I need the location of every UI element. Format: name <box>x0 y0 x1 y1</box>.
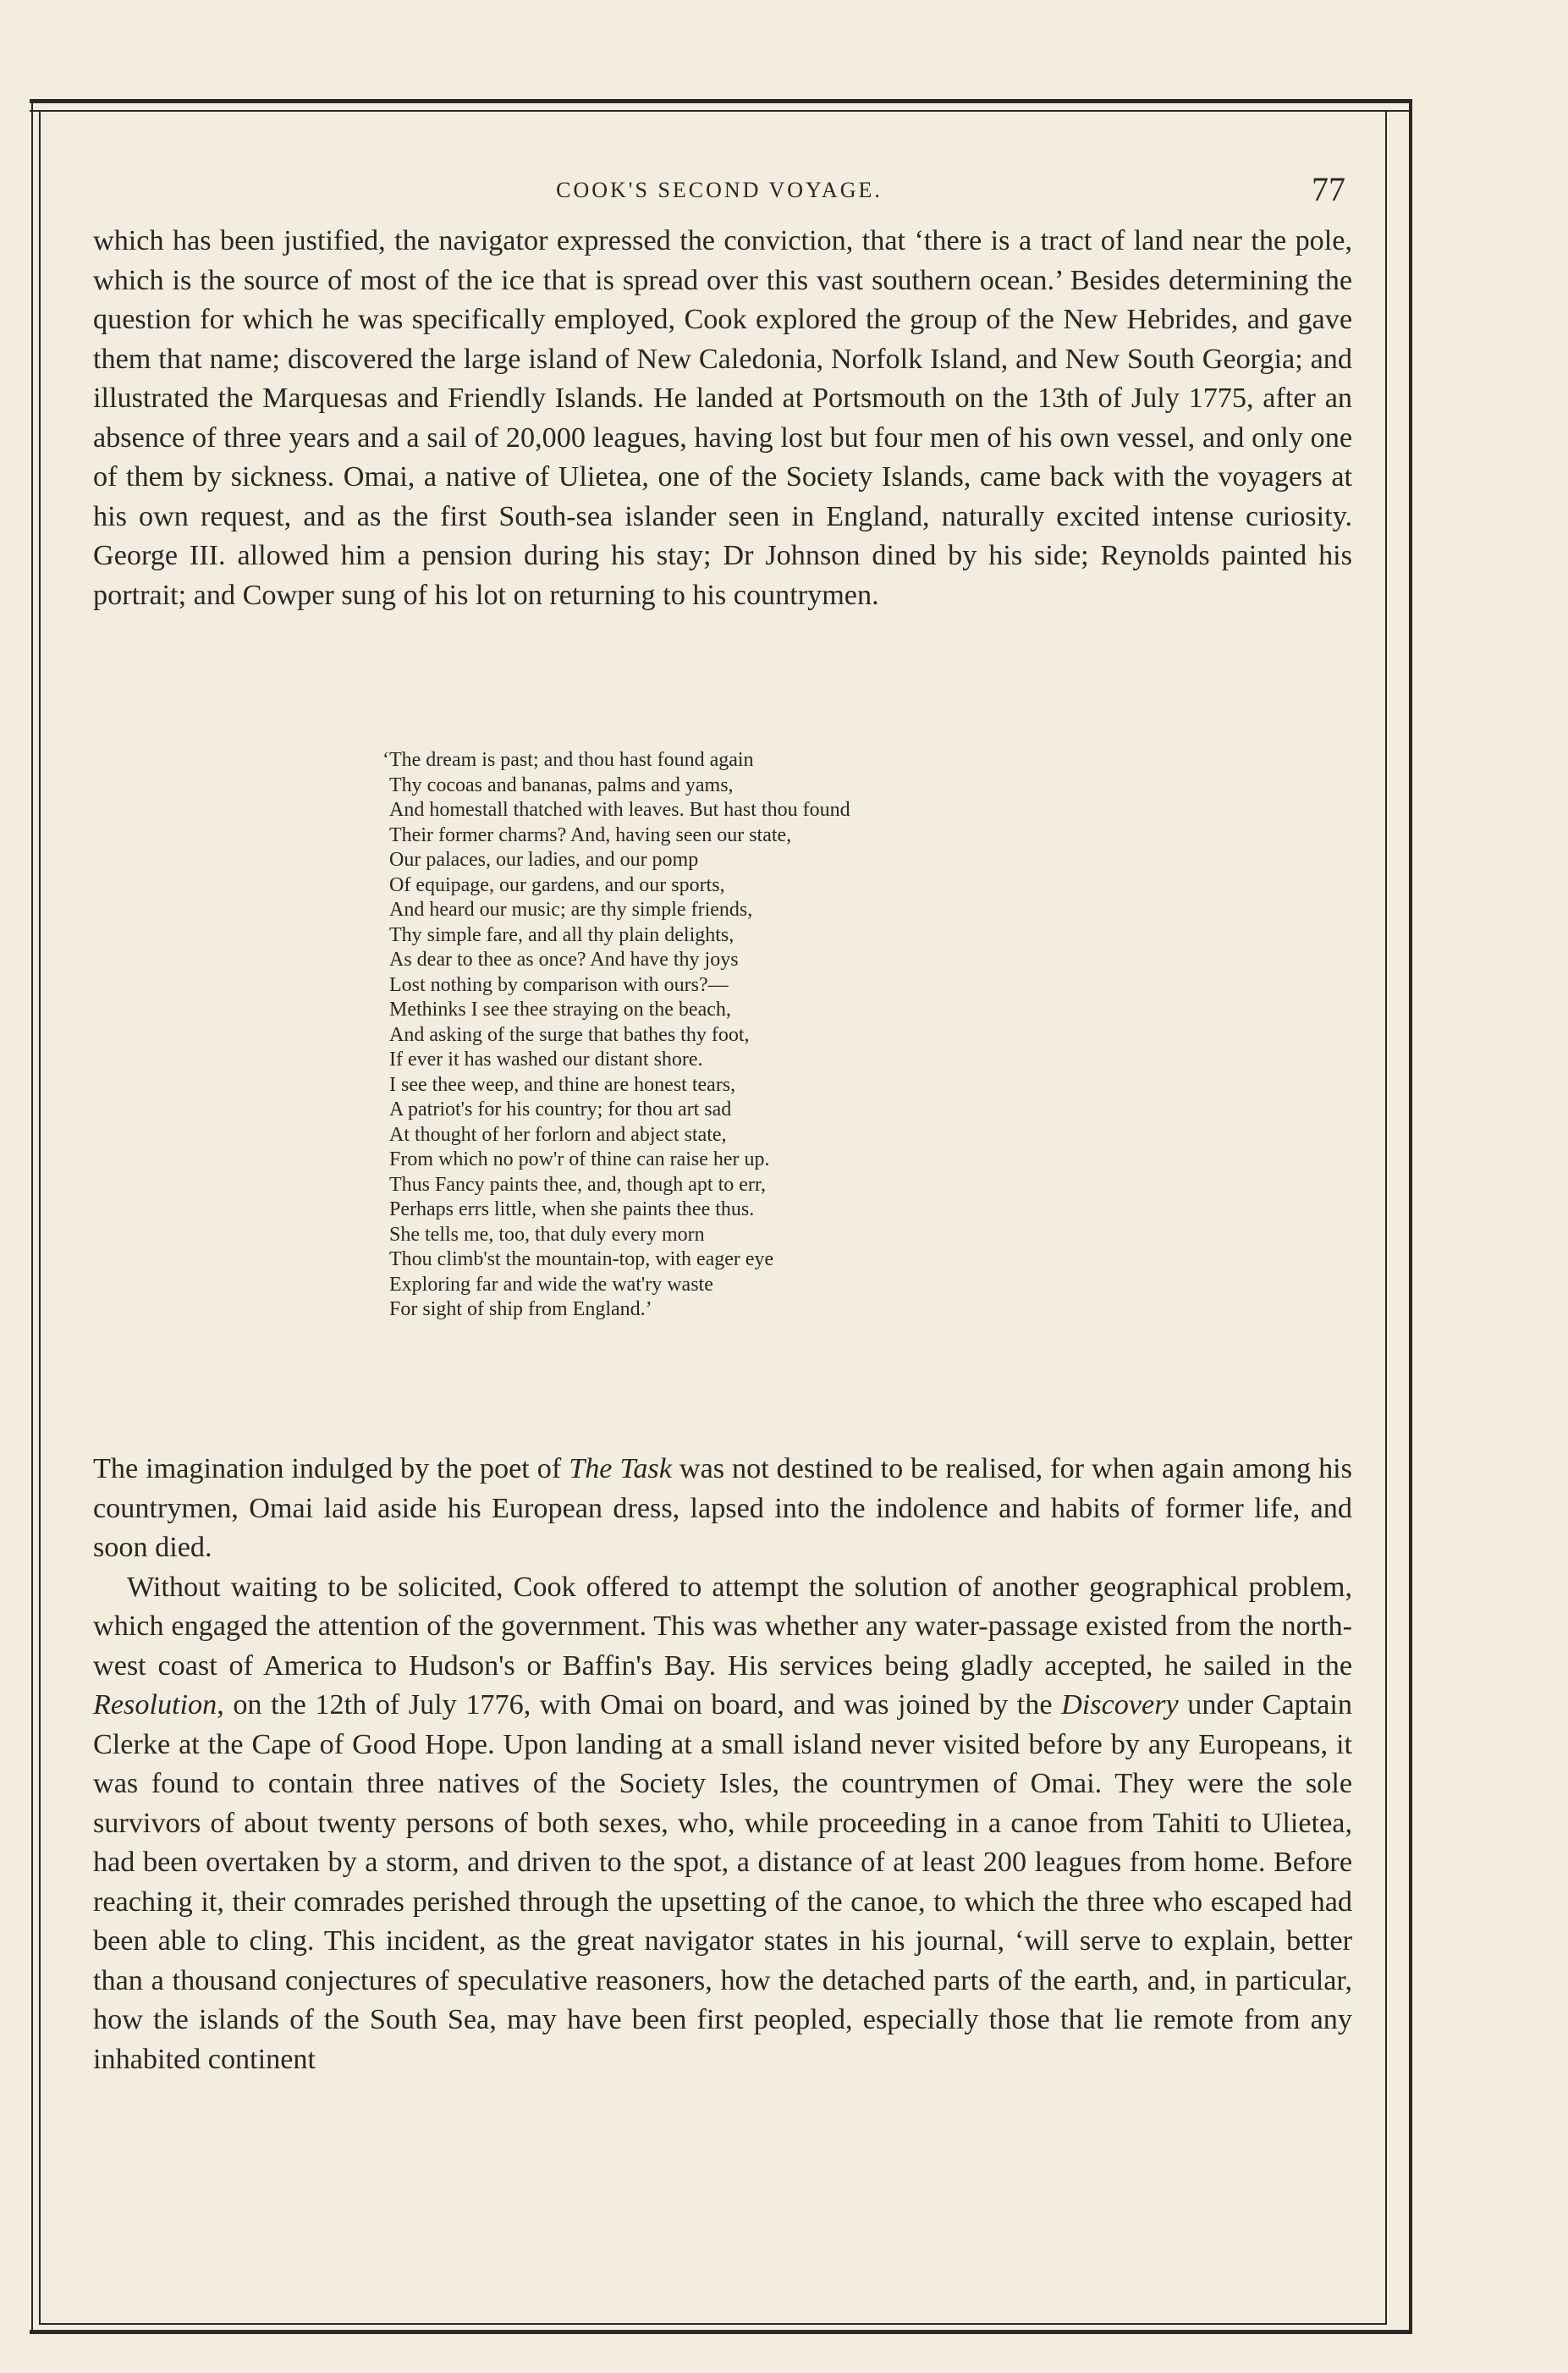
ship-name-discovery: Discovery <box>1061 1689 1179 1721</box>
page-header <box>93 169 1345 220</box>
frame-left-inner-rule <box>39 110 41 2324</box>
closing-paragraphs <box>93 1450 1352 2079</box>
poem-line: As dear to thee as once? And have thy joys <box>389 949 739 971</box>
text-run: The imagination indulged by the poet of <box>93 1453 569 1484</box>
poem-line: Their former charms? And, having seen our state, <box>389 823 792 846</box>
text-run: was not destined to be realised, for when again among his countrymen, Omai laid aside his European dress, lapsed into the indolence and habits of former life, and soon died. <box>93 1453 1352 1563</box>
poem-line: Lost nothing by comparison with ours?— <box>389 973 729 996</box>
cowper-poem-quotation <box>382 748 1151 1323</box>
frame-top-inner-rule <box>30 110 1411 112</box>
poem-line: A patriot's for his country; for thou art sad <box>389 1098 732 1120</box>
poem-line: At thought of her forlorn and abject state, <box>389 1123 727 1146</box>
frame-right-inner-rule <box>1385 110 1387 2324</box>
poem-line: She tells me, too, that duly every morn <box>389 1223 705 1246</box>
poem-line: Thus Fancy paints thee, and, though apt to err, <box>389 1173 766 1196</box>
omai-fate-paragraph <box>93 1450 1352 1568</box>
running-title: COOK'S SECOND VOYAGE. <box>556 178 883 202</box>
poem-line: Thy simple fare, and all thy plain delights, <box>389 923 734 946</box>
third-voyage-paragraph <box>93 1568 1352 2080</box>
poem-line: And asking of the surge that bathes thy foot, <box>389 1023 750 1046</box>
poem-line: And heard our music; are thy simple friends, <box>389 899 753 921</box>
frame-bottom-outer-rule <box>30 2330 1412 2334</box>
poem-line: Of equipage, our gardens, and our sports, <box>389 873 725 896</box>
frame-right-outer-rule <box>1409 99 1412 2333</box>
poem-line: For sight of ship from England.’ <box>389 1298 652 1320</box>
opening-paragraph <box>93 222 1352 615</box>
poem-line: Thy cocoas and bananas, palms and yams, <box>389 774 734 796</box>
poem-line: Exploring far and wide the wat'ry waste <box>389 1273 713 1296</box>
text-run: , on the 12th of July 1776, with Omai on board, and was joined by the <box>217 1689 1062 1721</box>
text-run: Without waiting to be solicited, Cook offered to attempt the solution of another geographical problem, which engaged the attention of the government. This was whether any water-passage existed from the north-west coast of America to Hudson's or Baffin's Bay. His services being gladly accepted, he sailed in the <box>93 1571 1352 1682</box>
poem-line: Our palaces, our ladies, and our pomp <box>389 849 699 871</box>
poem-line: Methinks I see thee straying on the beach, <box>389 999 731 1021</box>
poem-line: And homestall thatched with leaves. But hast thou found <box>389 799 850 821</box>
text-run: under Captain Clerke at the Cape of Good Hope. Upon landing at a small island never visited before by any Europeans, it was found to contain three natives of the Society Isles, the countrymen of Omai. They were the sole survivors of about twenty persons of both sexes, who, while proceeding in a canoe from Tahiti to Ulietea, had been overtaken by a storm, and driven to the spot, a distance of at least 200 leagues from home. Before reaching it, their comrades perished through the upsetting of the canoe, to which the three who escaped had been able to cling. This incident, as the great navigator states in his journal, ‘will serve to explain, better than a thousand conjectures of speculative reasoners, how the detached parts of the earth, and, in particular, how the islands of the South Sea, may have been first peopled, especially those that lie remote from any inhabited continent <box>93 1689 1352 2075</box>
poem-line: I see thee weep, and thine are honest tears, <box>389 1073 736 1096</box>
frame-bottom-inner-rule <box>39 2323 1387 2325</box>
frame-left-outer-rule <box>31 99 33 2333</box>
poem-line: From which no pow'r of thine can raise her up. <box>389 1148 770 1170</box>
book-title-the-task: The Task <box>569 1453 672 1484</box>
poem-line: Perhaps errs little, when she paints thee thus. <box>389 1198 755 1220</box>
paragraph-text: which has been justified, the navigator expressed the conviction, that ‘there is a tract of land near the pole, which is the source of most of the ice that is spread over this vast southern ocean.’ Besides determining the question for which he was specifically employed, Cook explored the group of the New Hebrides, and gave them that name; discovered the large island of New Caledonia, Norfolk Island, and New South Georgia; and illustrated the Marquesas and Friendly Islands. He landed at Portsmouth on the 13th of July 1775, after an absence of three years and a sail of 20,000 leagues, having lost but four men of his own vessel, and only one of them by sickness. Omai, a native of Ulietea, one of the Society Islands, came back with the voyagers at his own request, and as the first South-sea islander seen in England, naturally excited intense curiosity. George III. allowed him a pension during his stay; Dr Johnson dined by his side; Reynolds painted his portrait; and Cowper sung of his lot on returning to his countrymen. <box>93 225 1352 611</box>
page-number: 77 <box>1312 170 1345 208</box>
ship-name-resolution: Resolution <box>93 1689 217 1721</box>
frame-top-outer-rule <box>30 99 1411 103</box>
poem-line: Thou climb'st the mountain-top, with eager eye <box>389 1248 774 1270</box>
poem-line: ‘The dream is past; and thou hast found again <box>382 749 754 771</box>
poem-line: If ever it has washed our distant shore. <box>389 1049 703 1071</box>
